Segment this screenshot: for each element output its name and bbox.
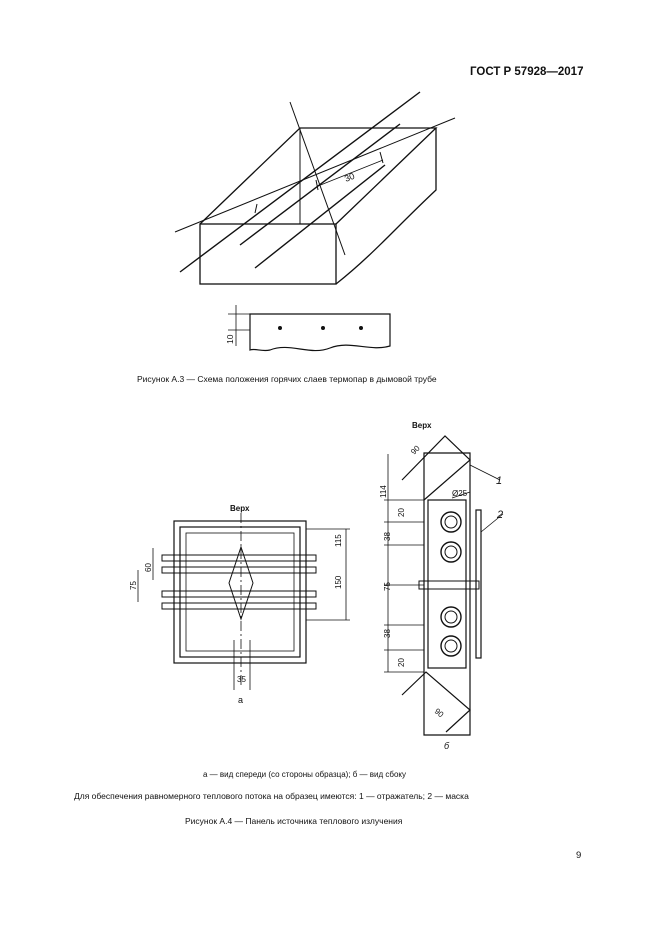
- figure-a3-drawing: [175, 92, 455, 284]
- callout-2-label: 2: [497, 509, 504, 521]
- top-label-side: Верх: [412, 421, 432, 430]
- figure-a4-front-view: [138, 513, 350, 690]
- view-b-label: б: [444, 741, 450, 751]
- dim-10-label: 10: [225, 334, 235, 344]
- dim-38-top-label: 38: [383, 532, 392, 541]
- side-view-holes: [441, 512, 461, 656]
- section-line-1: [175, 118, 455, 232]
- dim-75-label: 75: [129, 581, 138, 590]
- dim-114-label: 114: [379, 485, 388, 498]
- figure-a3-section: [228, 305, 390, 351]
- figure-a4-legend: а — вид спереди (со стороны образца); б — вид сбоку: [203, 770, 407, 779]
- page-number: 9: [576, 850, 582, 861]
- top-label-front: Верх: [230, 504, 250, 513]
- block-top-face: [200, 128, 436, 224]
- dim-25-label: Ø25: [452, 489, 468, 498]
- dim-75-side-label: 75: [383, 582, 392, 591]
- figure-a4-caption: Рисунок А.4 — Панель источника теплового излучения: [185, 816, 403, 826]
- callout-1-label: 1: [496, 475, 503, 487]
- dim-90-bottom-label: 90: [432, 706, 446, 720]
- document-standard-header: ГОСТ Р 57928—2017: [470, 66, 584, 78]
- dim-20-bottom-label: 20: [397, 658, 406, 667]
- figure-a4-side-view: [384, 436, 503, 735]
- dim-60-label: 60: [144, 563, 153, 572]
- block-front-face: [200, 224, 336, 284]
- dim-35-label: 35: [237, 675, 246, 684]
- dim-90-top-label: 90: [409, 443, 422, 457]
- dim-38-bottom-label: 38: [383, 629, 392, 638]
- dim-150-label: 150: [334, 575, 343, 589]
- view-a-label: а: [238, 695, 244, 705]
- dim-20-top-label: 20: [397, 508, 406, 517]
- block-side-break: [336, 128, 436, 284]
- dim-115-label: 115: [334, 534, 343, 547]
- dim-30-label: 30: [343, 170, 357, 184]
- figure-a3-caption: Рисунок А.3 — Схема положения горячих слаев термопар в дымовой трубе: [137, 374, 437, 384]
- figure-a4-note: Для обеспечения равномерного теплового потока на образец имеются: 1 — отражатель; 2 — маска: [74, 791, 469, 801]
